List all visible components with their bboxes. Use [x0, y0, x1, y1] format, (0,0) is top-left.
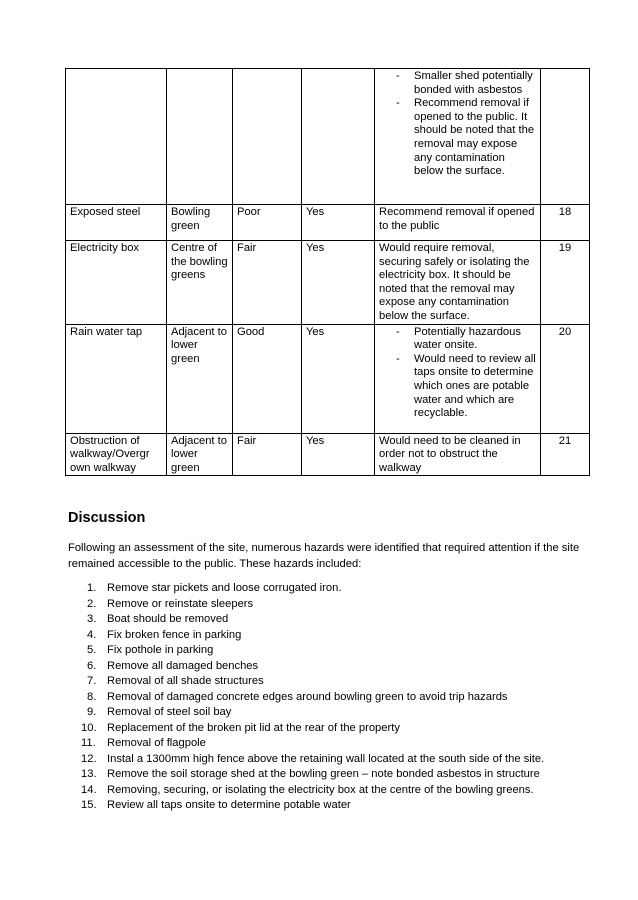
hazard-cell: Yes: [302, 241, 375, 325]
recommendation-points: [379, 326, 536, 421]
list-item-text: Remove the soil storage shed at the bowling green – note bonded asbestos in structure: [107, 768, 540, 780]
list-item: 14. Removing, securing, or isolating the electricity box at the centre of the bowling greens.: [81, 783, 534, 796]
item-cell: Electricity box: [66, 241, 167, 325]
list-item-text: Replacement of the broken pit lid at the rear of the property: [107, 721, 400, 734]
discussion-heading: Discussion: [68, 510, 146, 526]
location-cell: Bowling green: [167, 205, 233, 241]
location-cell: [167, 69, 233, 205]
list-item-text: Remove all damaged benches: [107, 659, 259, 672]
location-cell: Adjacent to lower green: [167, 324, 233, 433]
list-item: 11. Removal of flagpole: [81, 737, 206, 749]
list-item: 4. Fix broken fence in parking: [87, 628, 242, 641]
list-item: 5. Fix pothole in parking: [87, 644, 214, 656]
recommendation-cell: [375, 324, 541, 433]
condition-cell: Good: [233, 324, 302, 433]
list-item: 10. Replacement of the broken pit lid at the rear of the property: [81, 721, 400, 734]
table-row: [66, 205, 590, 241]
list-item-text: Removal of flagpole: [107, 737, 206, 749]
location-cell: Adjacent to lower green: [167, 433, 233, 476]
list-item-text: Fix broken fence in parking: [107, 628, 242, 641]
list-item: 6. Remove all damaged benches: [87, 659, 259, 672]
hazard-table: [65, 68, 590, 476]
list-item: 2. Remove or reinstate sleepers: [87, 597, 254, 610]
condition-cell: [233, 69, 302, 205]
list-item: 1. Remove star pickets and loose corrugated iron.: [87, 582, 342, 594]
list-item-text: Removal of all shade structures: [107, 675, 264, 687]
item-cell: Obstruction of walkway/Overgr own walkway: [66, 433, 167, 476]
hazards-list: [68, 581, 608, 814]
table-row: [66, 433, 590, 476]
list-item: 13. Remove the soil storage shed at the bowling green – note bonded asbestos in structure: [81, 768, 540, 780]
recommendation-cell: [375, 69, 541, 205]
photo-number-cell: 19: [541, 241, 590, 325]
item-cell: [66, 69, 167, 205]
list-item: 7. Removal of all shade structures: [87, 675, 264, 687]
recommendation-cell: Would need to be cleaned in order not to obstruct the walkway: [375, 433, 541, 476]
hazard-cell: Yes: [302, 205, 375, 241]
list-item-text: Removal of steel soil bay: [107, 706, 232, 718]
table-row: [66, 241, 590, 325]
condition-cell: Fair: [233, 433, 302, 476]
recommendation-point: - Recommend removal if opened to the public. It should be noted that the removal may expose any contamination below the surface.: [379, 97, 536, 179]
list-item-text: Removing, securing, or isolating the electricity box at the centre of the bowling greens.: [107, 783, 534, 796]
hazard-cell: [302, 69, 375, 205]
list-item: 8. Removal of damaged concrete edges around bowling green to avoid trip hazards: [87, 690, 508, 703]
photo-number-cell: [541, 69, 590, 205]
location-cell: Centre of the bowling greens: [167, 241, 233, 325]
discussion-intro: Following an assessment of the site, numerous hazards were identified that required attention if the site remained accessible to the public. These hazards included:: [68, 542, 580, 570]
table-row: [66, 324, 590, 433]
hazard-cell: Yes: [302, 433, 375, 476]
photo-number-cell: 21: [541, 433, 590, 476]
recommendation-cell: Recommend removal if opened to the public: [375, 205, 541, 241]
list-item-text: Instal a 1300mm high fence above the retaining wall located at the south side of the site.: [107, 752, 545, 765]
list-item-text: Remove star pickets and loose corrugated iron.: [107, 582, 342, 594]
hazard-cell: Yes: [302, 324, 375, 433]
list-item-text: Removal of damaged concrete edges around bowling green to avoid trip hazards: [107, 690, 508, 703]
list-item: 9. Removal of steel soil bay: [87, 706, 232, 718]
list-item-text: Remove or reinstate sleepers: [107, 597, 254, 610]
list-item-text: Review all taps onsite to determine potable water: [107, 799, 351, 811]
recommendation-point: - Would need to review all taps onsite to determine which ones are potable water and which are recyclable.: [379, 353, 536, 421]
list-item-text: Fix pothole in parking: [107, 644, 214, 656]
list-item: 15. Review all taps onsite to determine potable water: [81, 799, 351, 811]
recommendation-point: - Potentially hazardous water onsite.: [379, 326, 536, 353]
list-item: 12. Instal a 1300mm high fence above the retaining wall located at the south side of the site.: [81, 752, 545, 765]
condition-cell: Fair: [233, 241, 302, 325]
list-item-text: Boat should be removed: [107, 613, 229, 625]
item-cell: Exposed steel: [66, 205, 167, 241]
recommendation-points: [379, 70, 536, 179]
recommendation-point: - Smaller shed potentially bonded with asbestos: [379, 70, 536, 97]
recommendation-cell: Would require removal, securing safely or isolating the electricity box. It should be noted that the removal may expose any contamination below the surface.: [375, 241, 541, 325]
photo-number-cell: 18: [541, 205, 590, 241]
item-cell: Rain water tap: [66, 324, 167, 433]
condition-cell: Poor: [233, 205, 302, 241]
list-item: 3. Boat should be removed: [87, 613, 229, 625]
table-row-continued: [66, 69, 590, 205]
photo-number-cell: 20: [541, 324, 590, 433]
